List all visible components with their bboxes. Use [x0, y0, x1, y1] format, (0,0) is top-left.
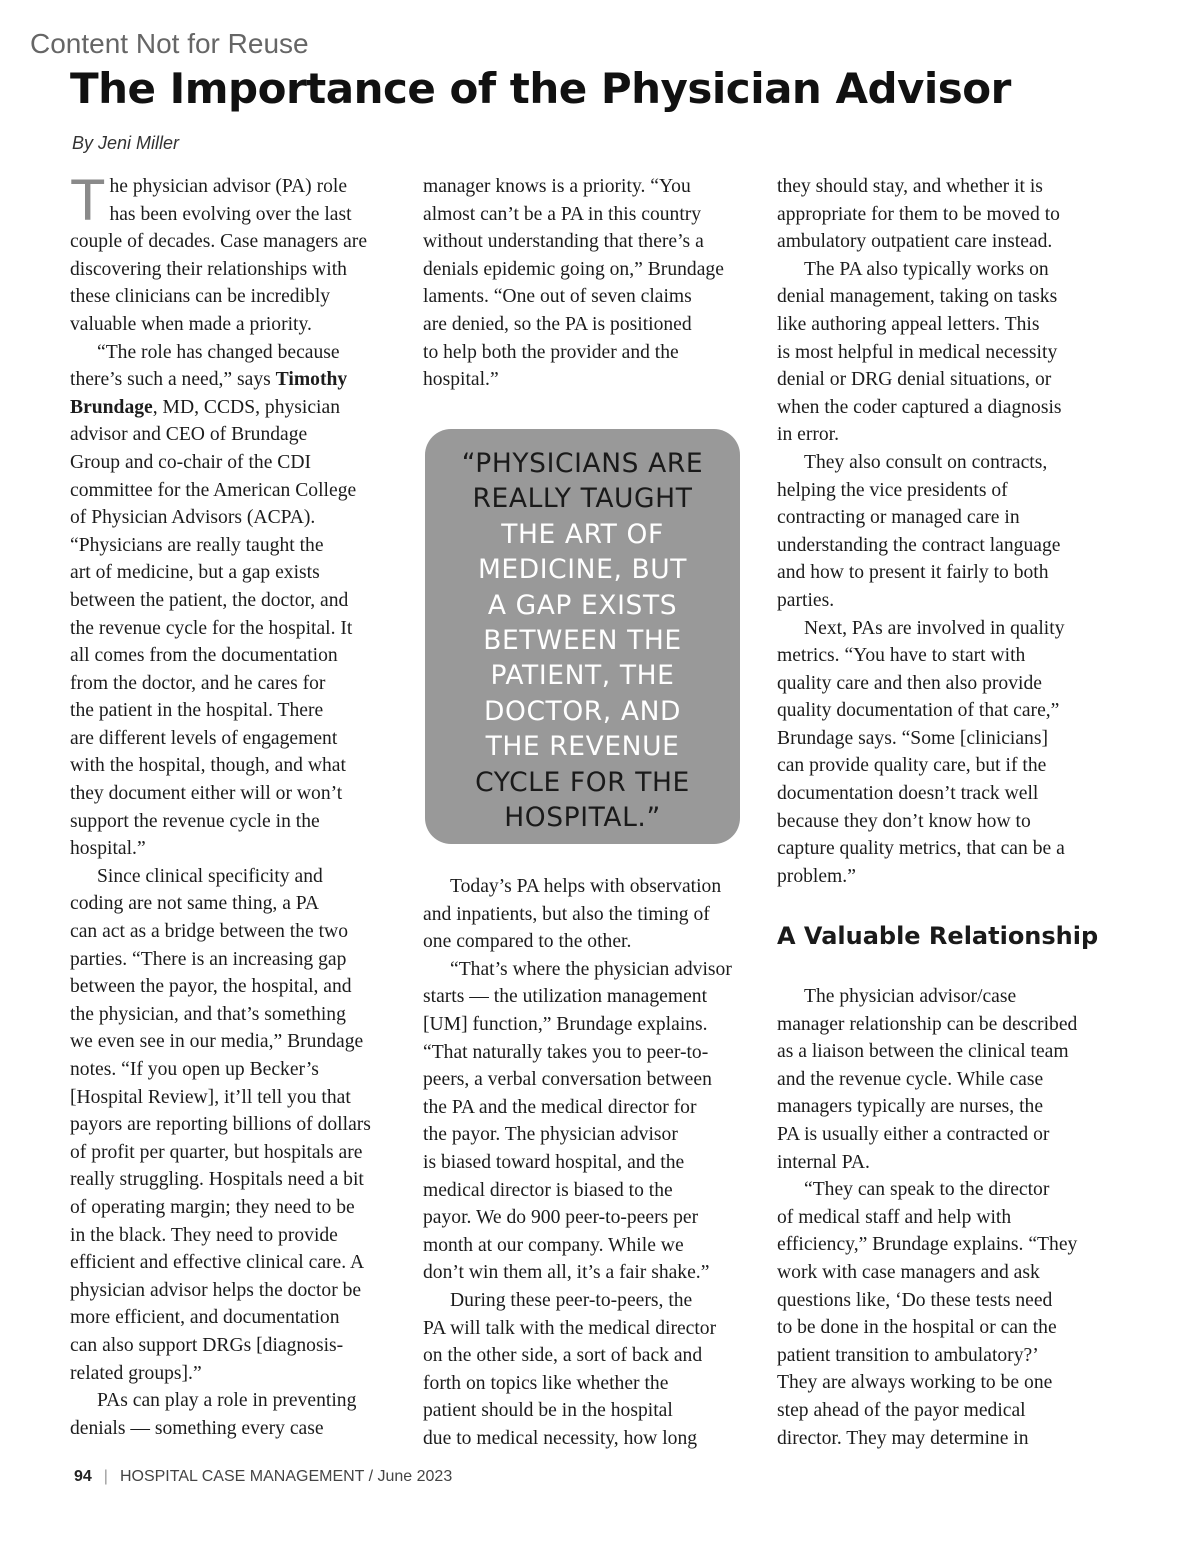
footer-separator: | — [103, 1468, 108, 1485]
pull-quote-line: HOSPITAL.” — [504, 802, 661, 834]
page-number: 94 — [74, 1468, 92, 1485]
paragraph-line: really struggling. Hospitals need a bit — [70, 1169, 364, 1191]
paragraph-line: work with case managers and ask — [777, 1261, 1040, 1283]
paragraph-line: hospital.” — [70, 838, 146, 860]
line-text: there’s such a need,” says — [70, 369, 276, 391]
paragraph-line: ambulatory outpatient care instead. — [777, 231, 1053, 253]
paragraph-line — [70, 366, 400, 394]
paragraph-line: contracting or managed care in — [777, 507, 1020, 529]
paragraph-line: as a liaison between the clinical team — [777, 1041, 1069, 1063]
paragraph-line: between the payor, the hospital, and — [70, 976, 352, 998]
paragraph-line: notes. “If you open up Becker’s — [70, 1059, 319, 1080]
paragraph-line: “That’s where the physician advisor — [450, 958, 732, 980]
paragraph-line: with the hospital, though, and what — [70, 755, 346, 777]
paragraph-line: discovering their relationships with — [70, 258, 347, 280]
column-2-bottom — [423, 873, 753, 1452]
paragraph-line: support the revenue cycle in the — [70, 810, 320, 832]
article-title: The Importance of the Physician Advisor — [70, 64, 1011, 113]
paragraph-line: During these peer-to-peers, the — [450, 1289, 693, 1311]
page-footer — [74, 1468, 452, 1486]
paragraph-line: step ahead of the payor medical — [777, 1399, 1026, 1421]
paragraph-line — [70, 394, 400, 422]
paragraph-line: denial or DRG denial situations, or — [777, 369, 1052, 391]
paragraph-line: PA will talk with the medical director — [423, 1317, 717, 1339]
pull-quote-line: THE REVENUE — [485, 731, 680, 763]
paragraph-line: in the black. They need to provide — [70, 1224, 338, 1246]
paragraph-line: are different levels of engagement — [70, 727, 338, 749]
paragraph-line: these clinicians can be incredibly — [70, 286, 331, 308]
paragraph-line: The physician advisor/case — [804, 986, 1017, 1007]
paragraph-line: They are always working to be one — [777, 1372, 1053, 1394]
paragraph-line: hospital.” — [423, 369, 499, 391]
byline: By Jeni Miller — [72, 133, 180, 153]
paragraph-line: manager knows is a priority. “You — [423, 176, 691, 197]
paragraph-line: Today’s PA helps with observation — [450, 876, 722, 897]
paragraph-line: payor. We do 900 peer-to-peers per — [423, 1207, 699, 1229]
pull-quote-line: THE ART OF — [501, 518, 664, 550]
paragraph-line: peers, a verbal conversation between — [423, 1069, 712, 1091]
paragraph-line: they should stay, and whether it is — [777, 176, 1043, 197]
paragraph-line: art of medicine, but a gap exists — [70, 562, 320, 584]
speaker-name: Brundage — [70, 396, 153, 418]
publication-info: HOSPITAL CASE MANAGEMENT / June 2023 — [119, 1468, 453, 1485]
paragraph-line: has been evolving over the last — [109, 203, 352, 225]
paragraph-line: the patient in the hospital. There — [70, 700, 324, 722]
paragraph-line: efficient and effective clinical care. A — [70, 1252, 365, 1274]
paragraph-line: questions like, ‘Do these tests need — [777, 1289, 1053, 1311]
paragraph-line: quality care and then also provide — [777, 672, 1042, 694]
paragraph-line: the revenue cycle for the hospital. It — [70, 617, 353, 639]
paragraph-line: quality documentation of that care,” — [777, 700, 1060, 722]
pull-quote-line: BETWEEN THE — [483, 625, 682, 657]
paragraph-line: he physician advisor (PA) role — [109, 176, 348, 197]
pull-quote-line: MEDICINE, BUT — [477, 554, 688, 586]
paragraph-line: capture quality metrics, that can be a — [777, 838, 1065, 860]
paragraph-line: month at our company. While we — [423, 1234, 684, 1256]
paragraph-line: related groups].” — [70, 1362, 202, 1384]
paragraph-line: all comes from the documentation — [70, 645, 338, 667]
paragraph-line: and the revenue cycle. While case — [777, 1068, 1044, 1090]
paragraph-line: denials epidemic going on,” Brundage — [423, 258, 724, 280]
paragraph-line: can act as a bridge between the two — [70, 921, 348, 943]
paragraph-line: forth on topics like whether the — [423, 1372, 669, 1394]
paragraph-line: due to medical necessity, how long — [423, 1427, 698, 1449]
paragraph-line: managers typically are nurses, the — [777, 1096, 1044, 1118]
paragraph-line: between the patient, the doctor, and — [70, 589, 349, 611]
paragraph-line: parties. “There is an increasing gap — [70, 948, 347, 970]
paragraph-line: to be done in the hospital or can the — [777, 1317, 1057, 1339]
paragraph-line: the payor. The physician advisor — [423, 1124, 678, 1146]
paragraph-line: starts — the utilization management — [423, 986, 708, 1008]
paragraph-line: denials — something every case — [70, 1417, 324, 1439]
pull-quote-line: CYCLE FOR THE — [475, 766, 690, 798]
paragraph-line: because they don’t know how to — [777, 810, 1031, 832]
paragraph-line: director. They may determine in — [777, 1427, 1029, 1449]
paragraph-line: metrics. “You have to start with — [777, 645, 1026, 667]
paragraph-line: can provide quality care, but if the — [777, 755, 1047, 777]
paragraph-line: coding are not same thing, a PA — [70, 893, 320, 915]
line-text: , MD, CCDS, physician — [152, 396, 340, 418]
paragraph-line: [Hospital Review], it’ll tell you that — [70, 1086, 351, 1108]
paragraph-line: don’t win them all, it’s a fair shake.” — [423, 1262, 710, 1284]
paragraph-line: valuable when made a priority. — [70, 313, 312, 335]
paragraph-line: PA is usually either a contracted or — [777, 1123, 1050, 1145]
paragraph-line: internal PA. — [777, 1151, 870, 1173]
paragraph-line: physician advisor helps the doctor be — [70, 1279, 362, 1301]
paragraph-line: They also consult on contracts, — [804, 451, 1048, 473]
paragraph-line: the physician, and that’s something — [70, 1003, 346, 1025]
paragraph-line: of profit per quarter, but hospitals are — [70, 1141, 363, 1163]
paragraph-line: denial management, taking on tasks — [777, 286, 1058, 308]
paragraph-line: manager relationship can be described — [777, 1013, 1078, 1035]
paragraph-line: couple of decades. Case managers are — [70, 231, 368, 253]
paragraph-line: [UM] function,” Brundage explains. — [423, 1013, 708, 1035]
column-3-bottom — [777, 983, 1107, 1452]
paragraph-line: Group and co-chair of the CDI — [70, 451, 312, 473]
paragraph-line: can also support DRGs [diagnosis- — [70, 1334, 344, 1356]
paragraph-line: more efficient, and documentation — [70, 1307, 340, 1329]
paragraph-line: are denied, so the PA is positioned — [423, 313, 692, 335]
column-2-top — [423, 173, 753, 394]
paragraph-line: of operating margin; they need to be — [70, 1196, 355, 1218]
paragraph-line: and inpatients, but also the timing of — [423, 903, 710, 925]
paragraph-line: of Physician Advisors (ACPA). — [70, 507, 316, 529]
paragraph-line: “The role has changed because — [97, 341, 340, 363]
paragraph-line: medical director is biased to the — [423, 1179, 673, 1201]
paragraph-line: Brundage says. “Some [clinicians] — [777, 727, 1048, 749]
speaker-name: Timothy — [275, 369, 348, 391]
paragraph-line: patient transition to ambulatory?’ — [777, 1344, 1039, 1366]
paragraph-line: we even see in our media,” Brundage — [70, 1031, 364, 1053]
paragraph-line: “That naturally takes you to peer-to- — [423, 1041, 709, 1063]
pull-quote-line: A GAP EXISTS — [487, 589, 678, 621]
pull-quote-line: PATIENT, THE — [490, 660, 675, 692]
paragraph-line: understanding the contract language — [777, 534, 1061, 556]
paragraph-line: The PA also typically works on — [804, 258, 1049, 280]
paragraph-line: appropriate for them to be moved to — [777, 203, 1060, 225]
paragraph-line: like authoring appeal letters. This — [777, 313, 1040, 335]
paragraph-line: is biased toward hospital, and the — [423, 1151, 685, 1173]
pull-quote-line: “PHYSICIANS ARE — [461, 448, 704, 479]
drop-cap: T — [70, 168, 106, 233]
paragraph-line: one compared to the other. — [423, 931, 632, 953]
paragraph-line: PAs can play a role in preventing — [97, 1390, 357, 1412]
paragraph-line: laments. “One out of seven claims — [423, 286, 692, 308]
paragraph-line: problem.” — [777, 865, 856, 887]
paragraph-line: on the other side, a sort of back and — [423, 1345, 703, 1367]
paragraph-line: to help both the provider and the — [423, 341, 679, 363]
paragraph-line: from the doctor, and he cares for — [70, 672, 326, 694]
paragraph-line: committee for the American College — [70, 479, 357, 501]
paragraph-line: helping the vice presidents of — [777, 479, 1008, 501]
paragraph-line: they document either will or won’t — [70, 783, 343, 805]
paragraph-line: advisor and CEO of Brundage — [70, 424, 308, 446]
paragraph-line: efficiency,” Brundage explains. “They — [777, 1234, 1078, 1256]
paragraph-line: payors are reporting billions of dollars — [70, 1114, 371, 1136]
paragraph-line: documentation doesn’t track well — [777, 783, 1039, 805]
paragraph-line: and how to present it fairly to both — [777, 562, 1049, 584]
paragraph-line: “Physicians are really taught the — [70, 534, 324, 556]
pull-quote — [425, 429, 740, 844]
pull-quote-line: DOCTOR, AND — [483, 695, 682, 727]
section-heading: A Valuable Relationship — [777, 922, 1099, 950]
paragraph-line: without understanding that there’s a — [423, 231, 704, 253]
paragraph-line: parties. — [777, 589, 835, 611]
paragraph-line: in error. — [777, 424, 840, 446]
watermark: Content Not for Reuse — [30, 28, 309, 59]
column-1 — [70, 168, 400, 1442]
paragraph-line: Since clinical specificity and — [97, 865, 323, 887]
paragraph-line: the PA and the medical director for — [423, 1096, 697, 1118]
paragraph-line: patient should be in the hospital — [423, 1400, 673, 1422]
paragraph-line: almost can’t be a PA in this country — [423, 203, 702, 225]
paragraph-line: when the coder captured a diagnosis — [777, 396, 1062, 418]
column-3-top — [777, 173, 1107, 890]
paragraph-line: of medical staff and help with — [777, 1206, 1012, 1228]
paragraph-line: “They can speak to the director — [804, 1179, 1050, 1201]
paragraph-line: is most helpful in medical necessity — [777, 341, 1058, 363]
paragraph-line: Next, PAs are involved in quality — [804, 617, 1065, 639]
pull-quote-line: REALLY TAUGHT — [472, 483, 693, 515]
